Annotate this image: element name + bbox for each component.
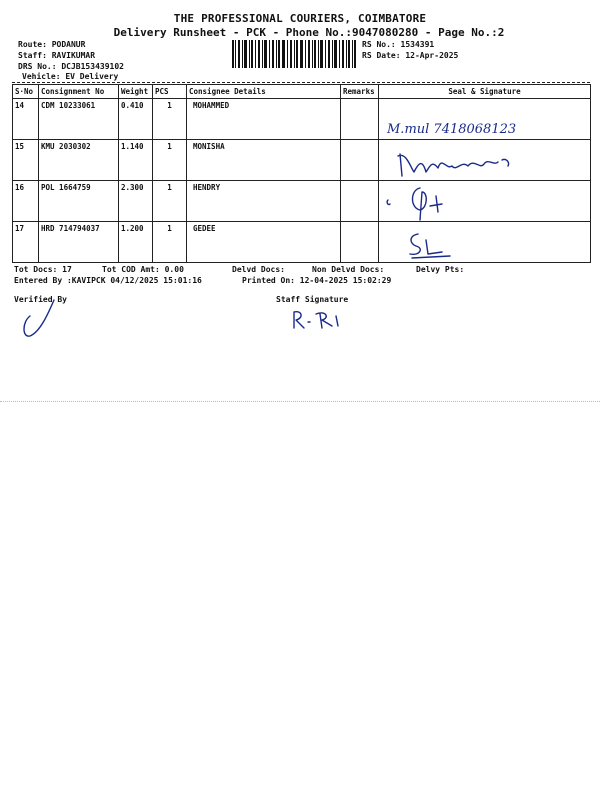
staff-signature-icon <box>286 306 356 332</box>
row-consignment: CDM 10233061 <box>39 99 119 140</box>
row-weight: 1.140 <box>119 140 153 181</box>
non-delivered-docs: Non Delvd Docs: <box>312 265 385 274</box>
row-consignee: MOHAMMED <box>187 99 341 140</box>
row-consignment: HRD 714794037 <box>39 222 119 263</box>
col-remarks: Remarks <box>341 85 379 99</box>
total-docs: Tot Docs: 17 <box>14 265 72 274</box>
col-consignee: Consignee Details <box>187 85 341 99</box>
staff-signature-label: Staff Signature <box>276 295 349 304</box>
signature-row-15-icon <box>392 146 522 186</box>
row-sno: 16 <box>13 181 39 222</box>
signature-row-17-icon <box>402 230 462 260</box>
verifier-signature-icon <box>18 294 58 344</box>
table-header-row <box>13 85 591 99</box>
barcode-icon <box>232 40 356 68</box>
row-consignment: KMU 2030302 <box>39 140 119 181</box>
row-remarks <box>341 222 379 263</box>
row-pcs: 1 <box>153 181 187 222</box>
route-label: Route: PODANUR <box>18 40 86 49</box>
row-consignee: GEDEE <box>187 222 341 263</box>
vehicle-label: Vehicle: EV Delivery <box>22 72 119 81</box>
col-weight: Weight <box>119 85 153 99</box>
total-cod-amount: Tot COD Amt: 0.00 <box>102 265 184 274</box>
rs-number: RS No.: 1534391 <box>362 40 435 49</box>
rs-date: RS Date: 12-Apr-2025 <box>362 51 459 60</box>
header-divider <box>12 82 590 83</box>
row-consignee: MONISHA <box>187 140 341 181</box>
row-weight: 1.200 <box>119 222 153 263</box>
row-remarks <box>341 140 379 181</box>
col-pcs: PCS <box>153 85 187 99</box>
row-seal <box>379 99 591 140</box>
delivered-docs: Delvd Docs: <box>232 265 285 274</box>
staff-label: Staff: RAVIKUMAR <box>18 51 96 60</box>
table-row <box>13 222 591 263</box>
col-consignment: Consignment No <box>39 85 119 99</box>
scan-artifact-line <box>0 401 600 402</box>
runsheet-subtitle: Delivery Runsheet - PCK - Phone No.:9047080280 - Page No.:2 <box>113 26 505 39</box>
delivery-points: Delvy Pts: <box>416 265 465 274</box>
drs-number: DRS No.: DCJB153439102 <box>18 62 124 71</box>
entered-by: Entered By :KAVIPCK 04/12/2025 15:01:16 <box>14 276 202 285</box>
row-consignment: POL 1664759 <box>39 181 119 222</box>
row-consignee: HENDRY <box>187 181 341 222</box>
col-seal: Seal & Signature <box>379 85 591 99</box>
row-weight: 0.410 <box>119 99 153 140</box>
row-pcs: 1 <box>153 222 187 263</box>
col-sno: S·No <box>13 85 39 99</box>
signature-row-16-icon <box>380 182 470 222</box>
row-sno: 14 <box>13 99 39 140</box>
company-title: THE PROFESSIONAL COURIERS, COIMBATORE <box>173 12 427 25</box>
printed-on: Printed On: 12-04-2025 15:02:29 <box>242 276 392 285</box>
row-remarks <box>341 99 379 140</box>
row-sno: 17 <box>13 222 39 263</box>
row-pcs: 1 <box>153 99 187 140</box>
row-weight: 2.300 <box>119 181 153 222</box>
handwritten-receiver-note: M.mul 7418068123 <box>387 122 517 137</box>
row-pcs: 1 <box>153 140 187 181</box>
table-row <box>13 99 591 140</box>
table-row <box>13 181 591 222</box>
verified-by-label: Verified By <box>14 295 67 304</box>
row-sno: 15 <box>13 140 39 181</box>
row-remarks <box>341 181 379 222</box>
